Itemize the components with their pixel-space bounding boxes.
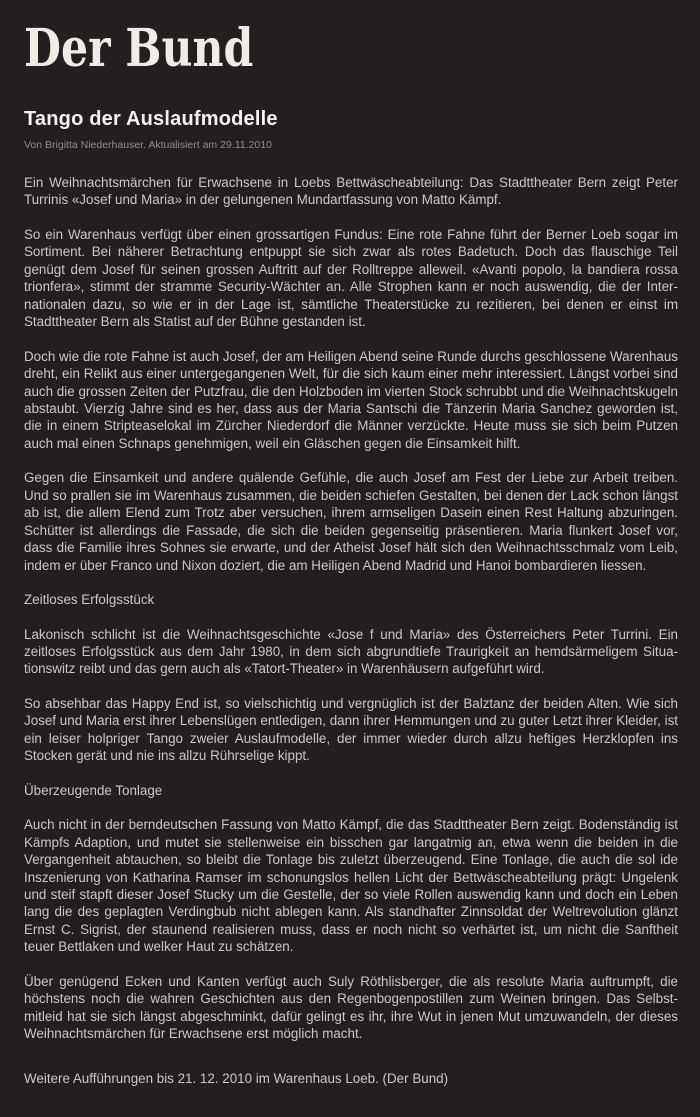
article-lead: Ein Weihnachtsmärchen für Erwachsene in Loebs Bettwäscheabteilung: Das Stadttheater Bern zeigt Peter Turrinis «Josef und Maria» in der gelungenen Mundartfassung von Matto Kämpf.: [24, 175, 678, 208]
article-paragraph: So ein Warenhaus verfügt über einen grossartigen Fundus: Eine rote Fahne führt der Berner Loeb sogar im Sortiment. Bei näherer Betrachtung entpuppt sie sich zwar als rotes Badetuch. Doch das flauschige Teil genügt dem Josef für seinen grossen Auftritt auf der Rolltreppe alleweil. «Avanti popolo, la bandiera rossa trionfera», stimmt der stramme Security-Wächter an. Alle Strophen kann er noch auswendig, die der Internationalen dazu, so wie er in der Lage ist, sämtliche Theaterstücke zu rezitieren, bei denen er einst im Stadttheater Bern als Statist auf der Bühne gestanden ist.: [24, 226, 678, 330]
article-byline: Von Brigitta Niederhauser. Aktualisiert am 29.11.2010: [24, 139, 272, 151]
article-subheading-ueberzeugende-tonlage: Überzeugende Tonlage: [24, 782, 163, 798]
article-paragraph: Auch nicht in der berndeutschen Fassung von Matto Kämpf, die das Stadttheater Bern zeigt. Bodenständig ist Kämpfs Adaption, und mutet sie stellenweise ein bisschen gar langatmig an, etwa wenn die beiden in die Vergangenheit abtauchen, so bleibt die Tonlage bis zuletzt überzeugend. Eine Tonlage, die auch die sol ide Inszenierung von Katharina Ramser im schonungslos hellen Licht der Bettwäscheabteilung prägt: Ungelenk und steif stapft dieser Josef Stucky um die Gestelle, der so viele Rollen auswendig kann und doch ein Leben lang die des geplagten Verdingbub nicht ablegen kann. Als standhafter Zinnsoldat der Weltrevolution glänzt Ernst C. Sigrist, der staunend realisieren muss, dass er noch nicht so verhärtet ist, um nicht die Sanftheit teuer Bettlaken und welker Haut zu schätzen.: [24, 817, 678, 955]
newspaper-logo: Der Bund: [24, 18, 254, 79]
article-title: Tango der Auslaufmodelle: [24, 108, 278, 130]
article-footer-note: Weitere Aufführungen bis 21. 12. 2010 im Warenhaus Loeb. (Der Bund): [24, 1070, 449, 1086]
article-paragraph: Gegen die Einsamkeit und andere quälende Gefühle, die auch Josef am Fest der Liebe zur Arbeit treiben. Und so prallen sie im Warenhaus zusammen, die beiden schiefen Gestalten, bei denen der Lack schon längst ab ist, die allem Elend zum Trotz aber versuchen, ihrem armseligen Dasein einen Rest Haltung abzuringen. Schütter ist allerdings die Fassade, die sich die beiden gegenseitig präsentieren. Maria flunkert Josef vor, dass die Familie ihres Sohnes sie erwarte, und der Atheist Josef hält sich den Weihnachtsschmalz vom Leib, indem er über Franco und Nixon doziert, die am Heiligen Abend Madrid und Hanoi bombardieren liessen.: [24, 470, 678, 573]
article-paragraph: Über genügend Ecken und Kanten verfügt auch Suly Röthlisberger, die als resolute Maria auftrumpft, die höchstens noch die wahren Geschichten aus den Regenbogenpostillen zum Weinen bringen. Das Selbstmitleid hat sie sich längst abgeschminkt, dafür gelingt es ihr, ihre Wut in jenen Mut umzuwandeln, der dieses Weihnachtsmärchen für Erwachsene erst möglich macht.: [24, 973, 678, 1042]
article-subheading-zeitloses-erfolgsstueck: Zeitloses Erfolgsstück: [24, 592, 155, 608]
article-body: [24, 174, 678, 1087]
article-paragraph: So absehbar das Happy End ist, so vielschichtig und vergnüglich ist der Balztanz der beiden Alten. Wie sich Josef und Maria erst ihrer Lebenslügen entledigen, dann ihrer Hemmungen und zu guter Letzt ihrer Kleider, ist ein leiser holpriger Tango zweier Auslaufmodelle, der immer wieder durch allzu heftiges Herzklopfen ins Stocken gerät und nie ins allzu Rührselige kippt.: [24, 695, 678, 764]
article-paragraph: Doch wie die rote Fahne ist auch Josef, der am Heiligen Abend seine Runde durchs geschlossene Warenhaus dreht, ein Relikt aus einer untergegangenen Welt, für die sich kaum einer mehr interessiert. Längst vorbei sind auch die grossen Zeiten der Putzfrau, die den Holzboden im vierten Stock schrubbt und die Weihnachtskugeln abstaubt. Vierzig Jahre sind es her, dass aus der Maria Santschi die Tänzerin Maria Sanchez geworden ist, die in einem Stripteaselokal im Zürcher Niederdorf die Männer verzückte. Heute muss sie sich beim Putzen auch mal einen Schnaps genehmigen, weil ein Gläschen gegen die Einsamkeit hilft.: [24, 348, 678, 451]
article-paragraph: Lakonisch schlicht ist die Weihnachtsgeschichte «Jose f und Maria» des Österreichers Peter Turrini. Ein zeitloses Erfolgsstück aus dem Jahr 1980, in dem sich abgrundtiefe Traurigkeit an hemdsärmeligem Situationswitz reibt und das gern auch als «Tatort-Theater» in Warenhäusern aufgeführt wird.: [24, 626, 678, 677]
masthead: [24, 18, 678, 79]
